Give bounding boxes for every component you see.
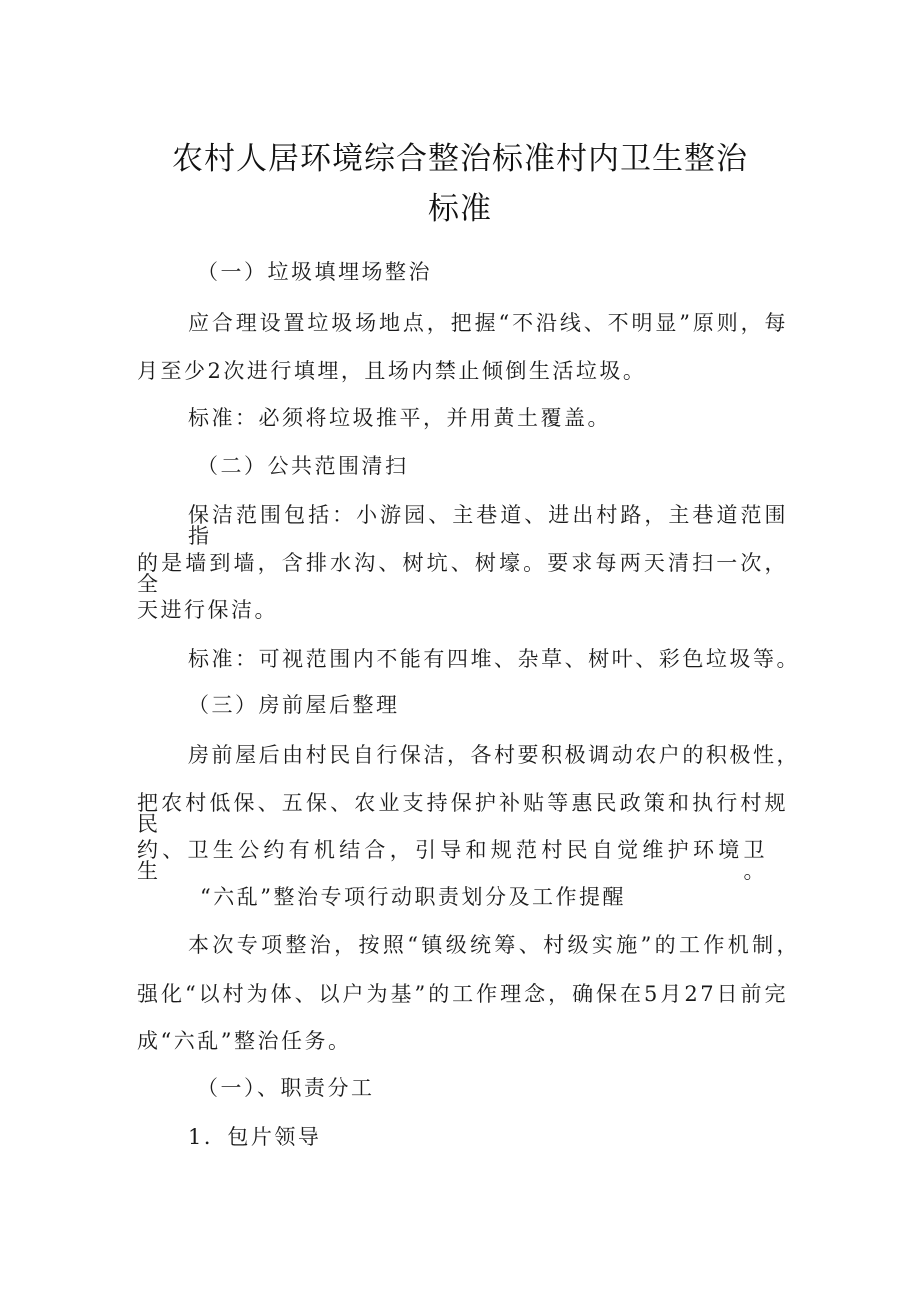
section4-paragraph-line1: 本次专项整治，按照“镇级统筹、村级实施”的工作机制， <box>188 933 800 957</box>
section2-standard: 标准：可视范围内不能有四堆、杂草、树叶、彩色垃圾等。 <box>188 647 800 671</box>
section1-standard: 标准：必须将垃圾推平，并用黄土覆盖。 <box>188 406 611 430</box>
section2-paragraph-line2: 的是墙到墙，含排水沟、树坑、树壕。要求每两天清扫一次，全 <box>137 551 788 596</box>
section3-paragraph-line2: 把农村低保、五保、农业支持保护补贴等惠民政策和执行村规民 <box>137 791 788 836</box>
section2-paragraph-line1: 保洁范围包括：小游园、主巷道、进出村路，主巷道范围指 <box>188 503 788 548</box>
section1-heading: （一）垃圾填埋场整治 <box>197 260 432 284</box>
section1-paragraph-line2: 月至少2次进行填埋，且场内禁止倾倒生活垃圾。 <box>137 359 647 383</box>
document-title-line2: 标准 <box>428 191 492 227</box>
document-title-line1: 农村人居环境综合整治标准村内卫生整治 <box>172 141 748 177</box>
section3-heading: （三）房前屋后整理 <box>188 693 400 717</box>
section1-paragraph-line1: 应合理设置垃圾场地点，把握“不沿线、不明显”原则，每 <box>188 311 788 335</box>
section3-paragraph-line1: 房前屋后由村民自行保洁，各村要积极调动农户的积极性， <box>188 743 800 767</box>
section4-item1: 1．包片领导 <box>188 1125 322 1149</box>
section3-paragraph-line3: 约、卫生公约有机结合，引导和规范村民自觉维护环境卫生。 <box>137 838 767 883</box>
section4-sub-heading: （一）、职责分工 <box>197 1076 375 1100</box>
section4-paragraph-line2: 强化“以村为体、以户为基”的工作理念，确保在5月27日前完 <box>137 982 788 1006</box>
section4-heading: “六乱”整治专项行动职责划分及工作提醒 <box>200 885 626 909</box>
section4-paragraph-line3: 成“六乱”整治任务。 <box>137 1029 352 1053</box>
section2-paragraph-line3: 天进行保洁。 <box>137 598 278 622</box>
section2-heading: （二）公共范围清扫 <box>197 454 409 478</box>
